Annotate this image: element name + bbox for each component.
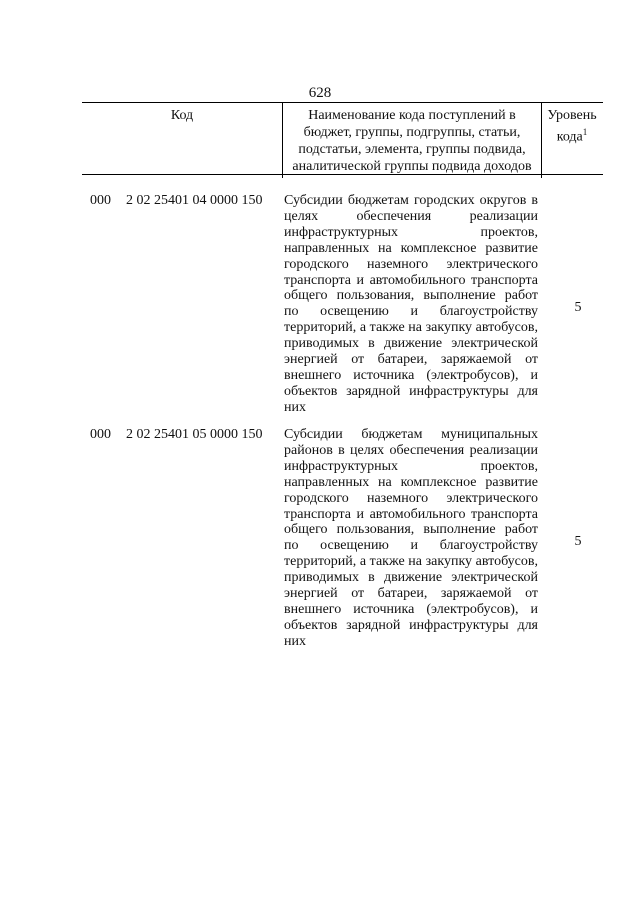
page-number: 628 [308, 85, 332, 101]
header-level-footnote: 1 [582, 127, 588, 137]
row-admin-code: 000 [90, 193, 111, 208]
header-level [541, 103, 603, 178]
row-income-code: 2 02 25401 04 0000 150 [126, 193, 263, 208]
header-level-label: Уровень кода [547, 108, 597, 145]
header-name: Наименование кода поступлений в бюджет, группы, подгруппы, статьи, подстатьи, элемента, группы подвида, аналитической группы подвида доходов [282, 103, 542, 178]
row-level: 5 [574, 300, 582, 315]
header-code: Код [170, 108, 194, 123]
row-income-code: 2 02 25401 05 0000 150 [126, 427, 263, 442]
table-header [82, 102, 603, 175]
row-description: Субсидии бюджетам муниципальных районов в целях обеспечения реализации инфраструктурных проектов, направленных на комплексное развитие городского наземного электрического транспорта и автомобильного транспорта общего пользования, выполнение работ по освещению и благоустройству территорий, а также на закупку автобусов, приводимых в движение электрической энергией от батареи, заряжаемой от внешнего источника (электробусов), и объектов зарядной инфраструктуры для них [284, 427, 538, 649]
row-admin-code: 000 [90, 427, 111, 442]
row-level: 5 [574, 534, 582, 549]
row-description: Субсидии бюджетам городских округов в целях обеспечения реализации инфраструктурных проектов, направленных на комплексное развитие городского наземного электрического транспорта и автомобильного транспорта общего пользования, выполнение работ по освещению и благоустройству территорий, а также на закупку автобусов, приводимых в движение электрической энергией от батареи, заряжаемой от внешнего источника (электробусов), и объектов зарядной инфраструктуры для них [284, 193, 538, 415]
